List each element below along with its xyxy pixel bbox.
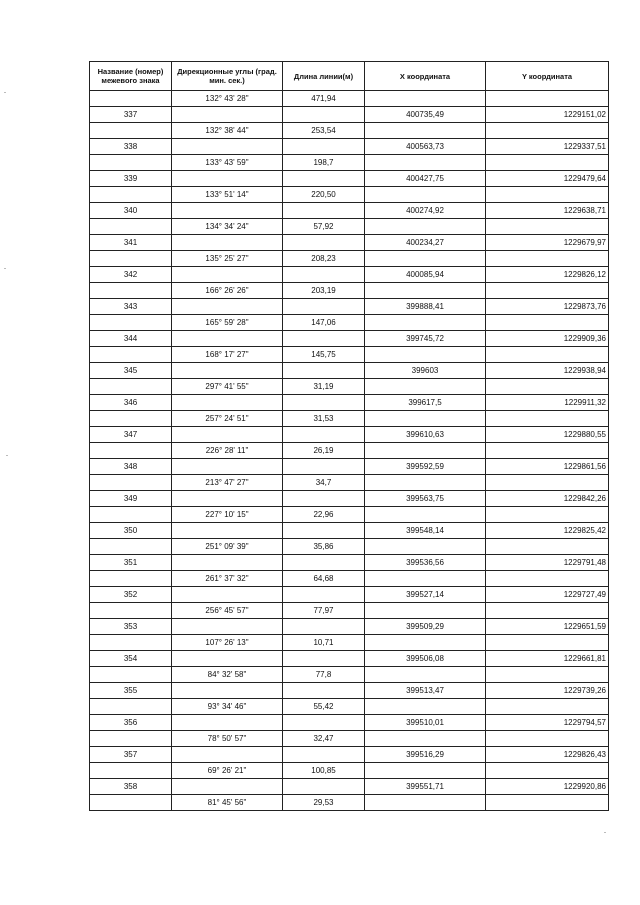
cell-y: 1229842,26	[486, 491, 609, 507]
cell-name: 340	[90, 203, 172, 219]
cell-y	[486, 603, 609, 619]
cell-length: 31,53	[283, 411, 365, 427]
table-row	[90, 571, 609, 587]
cell-angle	[172, 427, 283, 443]
cell-length: 77,97	[283, 603, 365, 619]
cell-name: 347	[90, 427, 172, 443]
cell-name	[90, 731, 172, 747]
cell-y	[486, 347, 609, 363]
cell-length: 208,23	[283, 251, 365, 267]
cell-angle: 132° 38' 44"	[172, 123, 283, 139]
cell-x	[365, 571, 486, 587]
cell-y	[486, 443, 609, 459]
cell-length: 198,7	[283, 155, 365, 171]
cell-y	[486, 539, 609, 555]
cell-y: 1229880,55	[486, 427, 609, 443]
cell-angle: 213° 47' 27"	[172, 475, 283, 491]
cell-angle	[172, 171, 283, 187]
cell-name: 339	[90, 171, 172, 187]
cell-y: 1229873,76	[486, 299, 609, 315]
cell-x: 399617,5	[365, 395, 486, 411]
table-row	[90, 731, 609, 747]
cell-x: 399888,41	[365, 299, 486, 315]
cell-name	[90, 379, 172, 395]
cell-length	[283, 363, 365, 379]
cell-x	[365, 123, 486, 139]
cell-angle	[172, 779, 283, 795]
cell-x	[365, 539, 486, 555]
cell-y	[486, 571, 609, 587]
cell-x	[365, 699, 486, 715]
cell-angle: 133° 51' 14"	[172, 187, 283, 203]
table-row	[90, 139, 609, 155]
cell-y	[486, 123, 609, 139]
cell-name: 350	[90, 523, 172, 539]
table-row	[90, 379, 609, 395]
cell-x	[365, 475, 486, 491]
table-row	[90, 459, 609, 475]
cell-name	[90, 795, 172, 811]
cell-name	[90, 635, 172, 651]
cell-length: 55,42	[283, 699, 365, 715]
table-header-row	[90, 62, 609, 91]
cell-y: 1229920,86	[486, 779, 609, 795]
header-x: X координата	[365, 62, 486, 91]
cell-y	[486, 795, 609, 811]
cell-length	[283, 619, 365, 635]
cell-y: 1229679,97	[486, 235, 609, 251]
table-row	[90, 443, 609, 459]
cell-length	[283, 331, 365, 347]
cell-angle: 257° 24' 51"	[172, 411, 283, 427]
table-row	[90, 555, 609, 571]
cell-y: 1229651,59	[486, 619, 609, 635]
table-row	[90, 699, 609, 715]
cell-length	[283, 459, 365, 475]
cell-length	[283, 107, 365, 123]
cell-length: 145,75	[283, 347, 365, 363]
cell-name	[90, 315, 172, 331]
cell-length: 147,06	[283, 315, 365, 331]
table-row	[90, 795, 609, 811]
cell-y	[486, 91, 609, 107]
table-row	[90, 587, 609, 603]
cell-y	[486, 411, 609, 427]
cell-x	[365, 667, 486, 683]
cell-name	[90, 123, 172, 139]
cell-angle: 135° 25' 27"	[172, 251, 283, 267]
header-length: Длина линии(м)	[283, 62, 365, 91]
cell-y: 1229661,81	[486, 651, 609, 667]
cell-length	[283, 747, 365, 763]
cell-x: 399551,71	[365, 779, 486, 795]
cell-length: 471,94	[283, 91, 365, 107]
cell-y: 1229151,02	[486, 107, 609, 123]
cell-angle	[172, 331, 283, 347]
cell-length: 32,47	[283, 731, 365, 747]
cell-x	[365, 187, 486, 203]
cell-angle	[172, 235, 283, 251]
cell-angle: 78° 50' 57"	[172, 731, 283, 747]
cell-name: 344	[90, 331, 172, 347]
cell-length: 77,8	[283, 667, 365, 683]
table-row	[90, 603, 609, 619]
cell-angle: 69° 26' 21"	[172, 763, 283, 779]
cell-name	[90, 411, 172, 427]
cell-angle	[172, 395, 283, 411]
table-row	[90, 235, 609, 251]
cell-x	[365, 251, 486, 267]
table-row	[90, 523, 609, 539]
cell-name	[90, 539, 172, 555]
table-row	[90, 283, 609, 299]
cell-name: 341	[90, 235, 172, 251]
cell-name: 342	[90, 267, 172, 283]
cell-length: 220,50	[283, 187, 365, 203]
cell-y: 1229826,43	[486, 747, 609, 763]
cell-x	[365, 411, 486, 427]
cell-x	[365, 635, 486, 651]
table-row	[90, 763, 609, 779]
cell-name: 343	[90, 299, 172, 315]
cell-x: 399610,63	[365, 427, 486, 443]
cell-length: 35,86	[283, 539, 365, 555]
table-row	[90, 491, 609, 507]
cell-angle: 166° 26' 26"	[172, 283, 283, 299]
cell-length	[283, 587, 365, 603]
cell-angle	[172, 555, 283, 571]
header-name: Название (номер) межевого знака	[90, 62, 172, 91]
cell-x: 399513,47	[365, 683, 486, 699]
coordinates-table	[89, 61, 609, 811]
cell-length	[283, 235, 365, 251]
cell-angle	[172, 651, 283, 667]
cell-angle	[172, 267, 283, 283]
cell-y: 1229739,26	[486, 683, 609, 699]
cell-x: 399527,14	[365, 587, 486, 603]
cell-y	[486, 315, 609, 331]
cell-angle	[172, 299, 283, 315]
cell-angle	[172, 715, 283, 731]
table-row	[90, 747, 609, 763]
cell-angle: 165° 59' 28"	[172, 315, 283, 331]
cell-x	[365, 315, 486, 331]
cell-y: 1229909,36	[486, 331, 609, 347]
cell-x	[365, 603, 486, 619]
cell-name	[90, 475, 172, 491]
cell-name: 345	[90, 363, 172, 379]
cell-x	[365, 155, 486, 171]
cell-y	[486, 187, 609, 203]
table-row	[90, 411, 609, 427]
table-row	[90, 363, 609, 379]
cell-x	[365, 347, 486, 363]
cell-x: 399516,29	[365, 747, 486, 763]
cell-length: 100,85	[283, 763, 365, 779]
cell-angle	[172, 139, 283, 155]
table-row	[90, 667, 609, 683]
cell-x: 399548,14	[365, 523, 486, 539]
cell-x	[365, 379, 486, 395]
cell-x: 399745,72	[365, 331, 486, 347]
cell-angle: 84° 32' 58"	[172, 667, 283, 683]
cell-y: 1229337,51	[486, 139, 609, 155]
cell-length	[283, 683, 365, 699]
cell-angle: 261° 37' 32"	[172, 571, 283, 587]
table-row	[90, 187, 609, 203]
cell-length	[283, 491, 365, 507]
table-row	[90, 507, 609, 523]
cell-name: 355	[90, 683, 172, 699]
cell-name: 358	[90, 779, 172, 795]
cell-length: 57,92	[283, 219, 365, 235]
cell-length	[283, 651, 365, 667]
cell-y: 1229638,71	[486, 203, 609, 219]
cell-y	[486, 475, 609, 491]
scan-speck	[4, 268, 6, 269]
cell-name: 354	[90, 651, 172, 667]
cell-angle: 297° 41' 55"	[172, 379, 283, 395]
cell-y: 1229911,32	[486, 395, 609, 411]
cell-angle: 227° 10' 15"	[172, 507, 283, 523]
cell-angle	[172, 107, 283, 123]
cell-name	[90, 763, 172, 779]
table-row	[90, 299, 609, 315]
table-row	[90, 251, 609, 267]
cell-x: 400735,49	[365, 107, 486, 123]
cell-length: 26,19	[283, 443, 365, 459]
cell-angle: 81° 45' 56"	[172, 795, 283, 811]
cell-y: 1229938,94	[486, 363, 609, 379]
cell-angle	[172, 459, 283, 475]
cell-angle	[172, 363, 283, 379]
cell-name: 351	[90, 555, 172, 571]
cell-y	[486, 155, 609, 171]
cell-name: 338	[90, 139, 172, 155]
cell-name: 352	[90, 587, 172, 603]
cell-x	[365, 443, 486, 459]
cell-name	[90, 603, 172, 619]
cell-length: 203,19	[283, 283, 365, 299]
cell-y: 1229794,57	[486, 715, 609, 731]
cell-name	[90, 155, 172, 171]
header-angle: Дирекционные углы (град. мин. сек.)	[172, 62, 283, 91]
cell-length	[283, 139, 365, 155]
cell-x	[365, 763, 486, 779]
cell-y	[486, 667, 609, 683]
cell-name	[90, 283, 172, 299]
table-row	[90, 91, 609, 107]
cell-y	[486, 219, 609, 235]
cell-angle: 134° 34' 24"	[172, 219, 283, 235]
cell-name	[90, 443, 172, 459]
cell-length	[283, 203, 365, 219]
table-row	[90, 315, 609, 331]
table-row	[90, 475, 609, 491]
cell-y	[486, 635, 609, 651]
cell-name	[90, 251, 172, 267]
cell-name: 353	[90, 619, 172, 635]
cell-name	[90, 507, 172, 523]
cell-x: 399510,01	[365, 715, 486, 731]
cell-x: 400085,94	[365, 267, 486, 283]
cell-angle	[172, 203, 283, 219]
table-row	[90, 395, 609, 411]
cell-length: 253,54	[283, 123, 365, 139]
cell-x: 400274,92	[365, 203, 486, 219]
table-row	[90, 347, 609, 363]
table-row	[90, 427, 609, 443]
cell-x	[365, 507, 486, 523]
cell-length	[283, 171, 365, 187]
table-row	[90, 123, 609, 139]
cell-x: 399603	[365, 363, 486, 379]
cell-angle: 93° 34' 46"	[172, 699, 283, 715]
cell-x	[365, 731, 486, 747]
cell-angle: 132° 43' 28"	[172, 91, 283, 107]
table-row	[90, 539, 609, 555]
cell-x	[365, 91, 486, 107]
table-row	[90, 619, 609, 635]
cell-angle	[172, 747, 283, 763]
cell-y	[486, 379, 609, 395]
cell-x: 399509,29	[365, 619, 486, 635]
cell-length	[283, 715, 365, 731]
cell-angle	[172, 619, 283, 635]
cell-x	[365, 795, 486, 811]
cell-x	[365, 283, 486, 299]
cell-x: 400427,75	[365, 171, 486, 187]
scan-speck	[6, 455, 8, 456]
cell-y: 1229479,64	[486, 171, 609, 187]
table-row	[90, 683, 609, 699]
cell-name: 346	[90, 395, 172, 411]
cell-name	[90, 699, 172, 715]
cell-length	[283, 427, 365, 443]
cell-y	[486, 507, 609, 523]
cell-angle	[172, 587, 283, 603]
cell-angle: 133° 43' 59"	[172, 155, 283, 171]
cell-angle: 226° 28' 11"	[172, 443, 283, 459]
cell-angle: 251° 09' 39"	[172, 539, 283, 555]
cell-length: 22,96	[283, 507, 365, 523]
cell-y: 1229791,48	[486, 555, 609, 571]
cell-length: 29,53	[283, 795, 365, 811]
cell-length: 31,19	[283, 379, 365, 395]
cell-x: 399536,56	[365, 555, 486, 571]
cell-length: 10,71	[283, 635, 365, 651]
cell-name	[90, 219, 172, 235]
cell-name	[90, 667, 172, 683]
cell-length	[283, 395, 365, 411]
table-row	[90, 107, 609, 123]
cell-y: 1229825,42	[486, 523, 609, 539]
cell-name: 349	[90, 491, 172, 507]
table-row	[90, 155, 609, 171]
cell-angle: 107° 26' 13"	[172, 635, 283, 651]
cell-x: 400234,27	[365, 235, 486, 251]
table-row	[90, 779, 609, 795]
scan-speck	[4, 92, 6, 93]
cell-length: 34,7	[283, 475, 365, 491]
cell-y: 1229861,56	[486, 459, 609, 475]
cell-length	[283, 299, 365, 315]
cell-name: 356	[90, 715, 172, 731]
cell-name	[90, 571, 172, 587]
cell-length	[283, 267, 365, 283]
table-row	[90, 715, 609, 731]
table-row	[90, 219, 609, 235]
table-row	[90, 267, 609, 283]
cell-name	[90, 187, 172, 203]
table-row	[90, 203, 609, 219]
cell-x	[365, 219, 486, 235]
table-row	[90, 171, 609, 187]
cell-x: 399506,08	[365, 651, 486, 667]
cell-angle	[172, 683, 283, 699]
cell-y: 1229727,49	[486, 587, 609, 603]
cell-y: 1229826,12	[486, 267, 609, 283]
cell-y	[486, 251, 609, 267]
cell-name: 348	[90, 459, 172, 475]
table-row	[90, 651, 609, 667]
cell-x: 400563,73	[365, 139, 486, 155]
cell-length	[283, 555, 365, 571]
cell-name	[90, 347, 172, 363]
cell-y	[486, 699, 609, 715]
header-y: Y координата	[486, 62, 609, 91]
cell-angle: 168° 17' 27"	[172, 347, 283, 363]
scan-speck	[604, 832, 606, 833]
cell-length	[283, 523, 365, 539]
cell-x: 399592,59	[365, 459, 486, 475]
cell-name: 357	[90, 747, 172, 763]
cell-length: 64,68	[283, 571, 365, 587]
cell-y	[486, 763, 609, 779]
cell-length	[283, 779, 365, 795]
table-row	[90, 331, 609, 347]
cell-name: 337	[90, 107, 172, 123]
cell-y	[486, 731, 609, 747]
cell-angle	[172, 491, 283, 507]
cell-name	[90, 91, 172, 107]
cell-y	[486, 283, 609, 299]
cell-angle: 256° 45' 57"	[172, 603, 283, 619]
cell-x: 399563,75	[365, 491, 486, 507]
cell-angle	[172, 523, 283, 539]
table-row	[90, 635, 609, 651]
